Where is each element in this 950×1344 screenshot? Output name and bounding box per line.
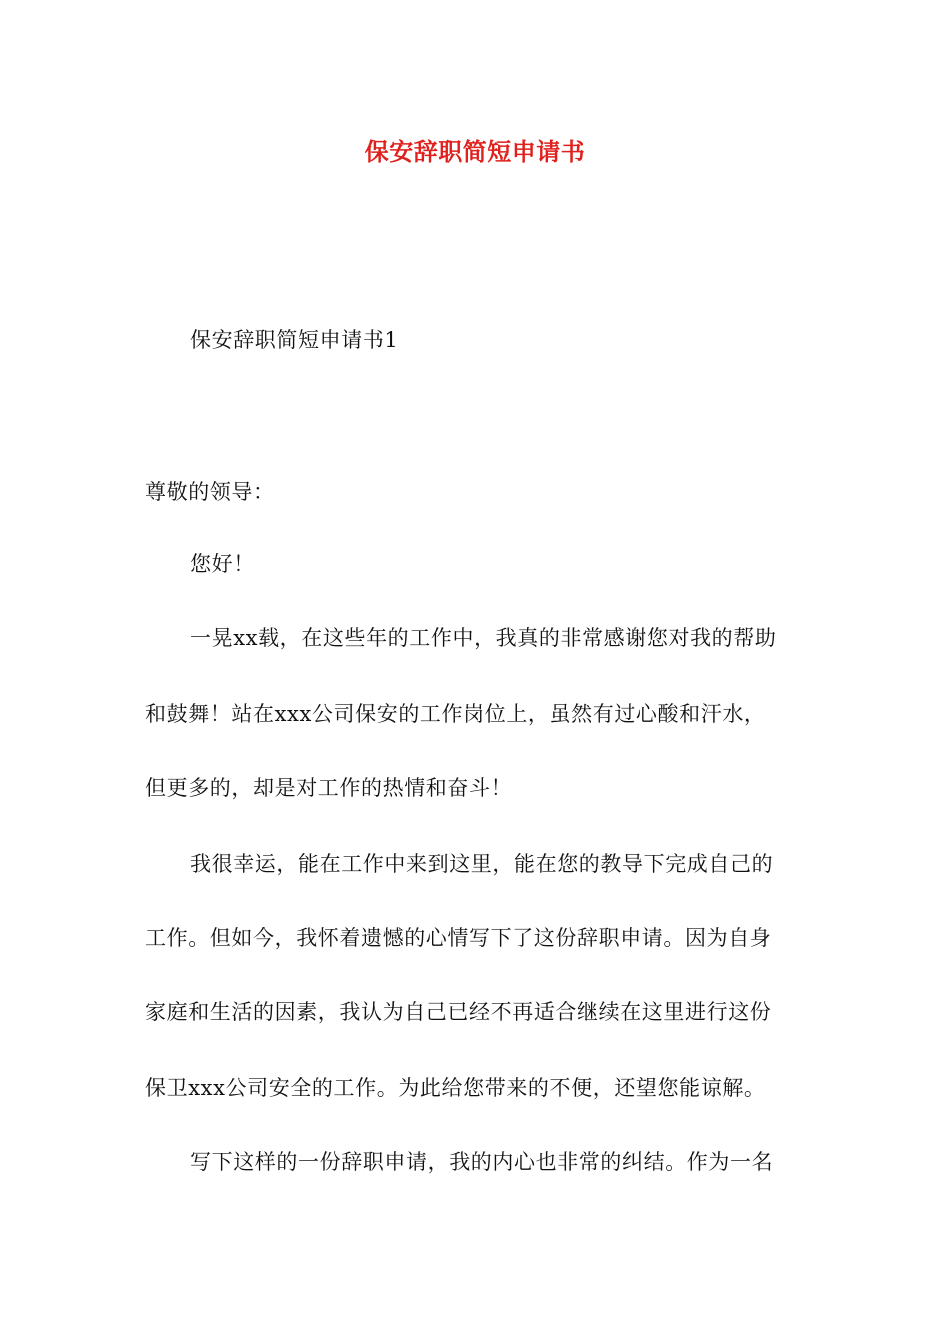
paragraph-2-line-3: 家庭和生活的因素，我认为自己已经不再适合继续在这里进行这份 [145, 1000, 772, 1024]
paragraph-1-line-2: 和鼓舞！站在xxx公司保安的工作岗位上，虽然有过心酸和汗水， [145, 702, 766, 726]
document-title: 保安辞职简短申请书 [364, 137, 586, 166]
paragraph-1-line-1: 一晃xx载，在这些年的工作中，我真的非常感谢您对我的帮助 [190, 626, 777, 650]
paragraph-2-line-1: 我很幸运，能在工作中来到这里，能在您的教导下完成自己的 [190, 852, 774, 876]
salutation: 尊敬的领导： [145, 480, 275, 504]
paragraph-2-line-2: 工作。但如今，我怀着遗憾的心情写下了这份辞职申请。因为自身 [145, 926, 772, 950]
section-subtitle: 保安辞职简短申请书1 [190, 328, 399, 352]
paragraph-2-line-4: 保卫xxx公司安全的工作。为此给您带来的不便，还望您能谅解。 [145, 1076, 766, 1100]
paragraph-3-line-1: 写下这样的一份辞职申请，我的内心也非常的纠结。作为一名 [190, 1150, 774, 1174]
greeting: 您好！ [190, 552, 255, 576]
paragraph-1-line-3: 但更多的，却是对工作的热情和奋斗！ [145, 776, 513, 800]
